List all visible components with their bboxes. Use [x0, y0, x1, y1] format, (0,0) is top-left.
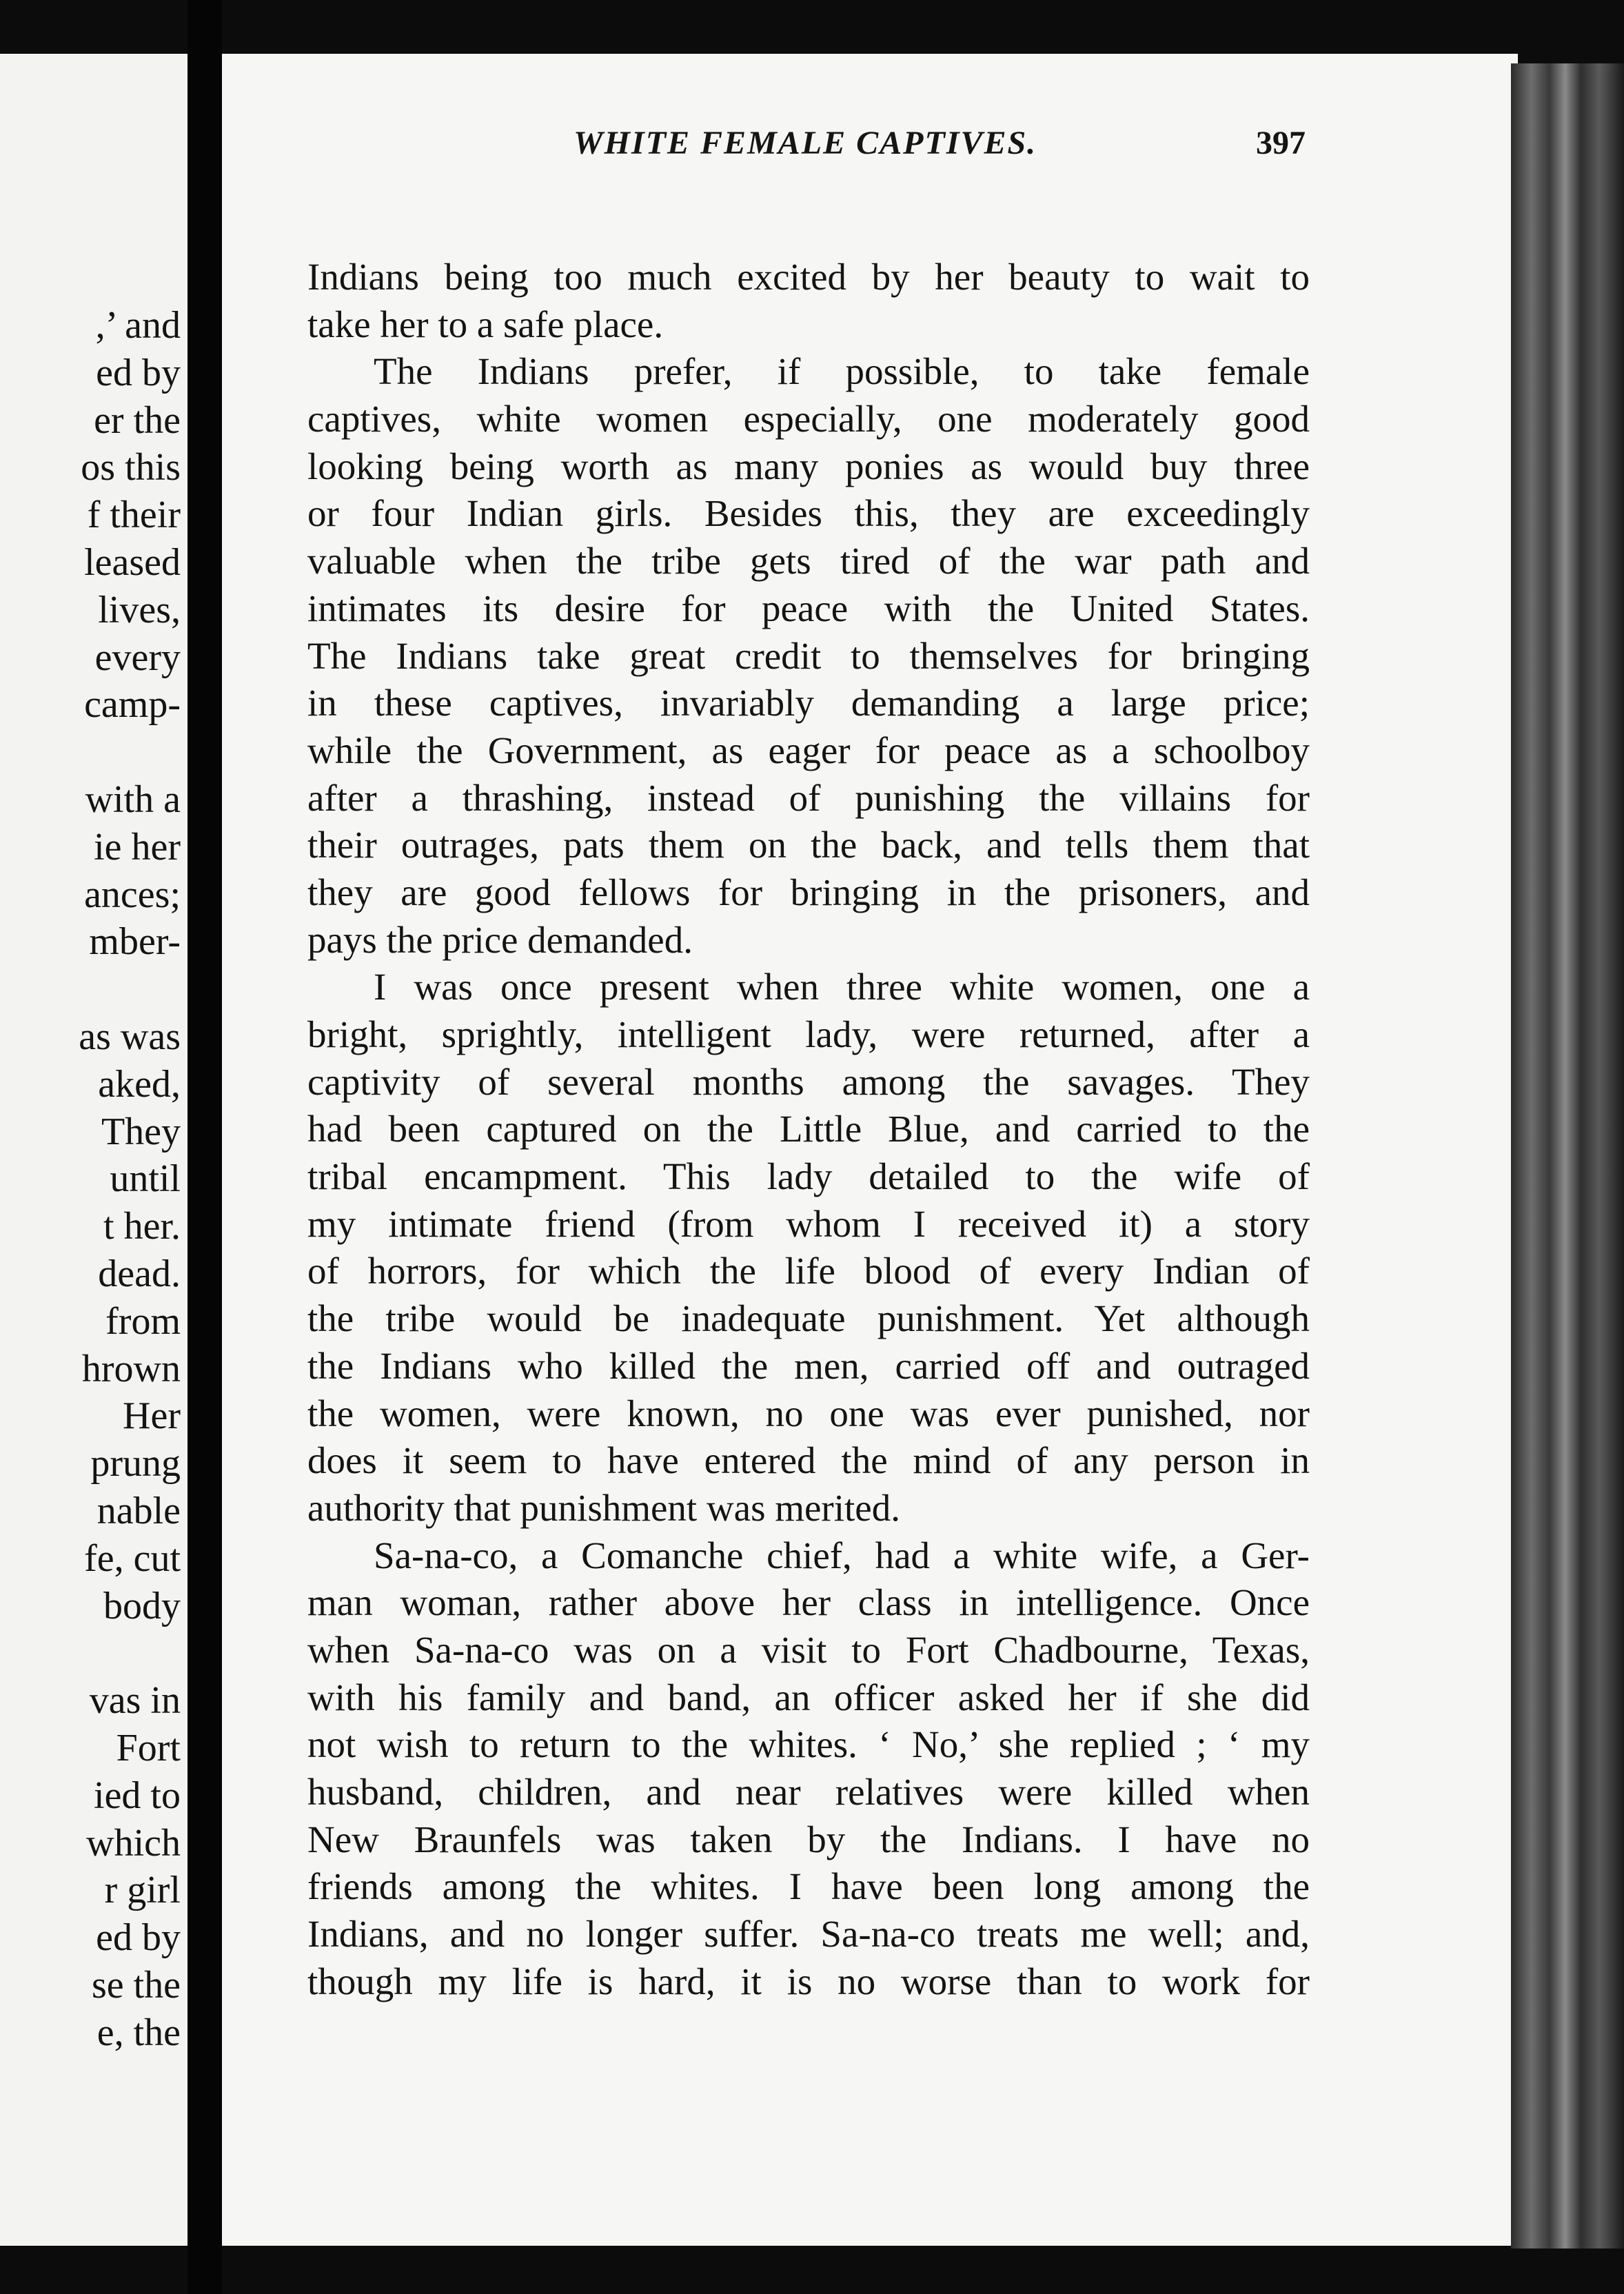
- left-page-line: from: [105, 1299, 181, 1343]
- text-line: bright, sprightly, intelligent lady, were returned, after a: [307, 1013, 1310, 1055]
- text-line: not wish to return to the whites. ‘ No,’ she replied ; ‘ my: [307, 1723, 1310, 1766]
- left-page-line: os this: [81, 446, 181, 489]
- left-page-line: Her: [123, 1394, 181, 1438]
- text-line: the women, were known, no one was ever punished, nor: [307, 1392, 1310, 1434]
- left-page-line: every: [94, 636, 181, 679]
- text-line: valuable when the tribe gets tired of the war path and: [307, 540, 1310, 582]
- left-page-line: prung: [90, 1442, 181, 1485]
- left-page-line: nable: [97, 1490, 181, 1532]
- text-line: or four Indian girls. Besides this, they are exceedingly: [307, 492, 1310, 535]
- left-page-line: camp-: [84, 683, 181, 727]
- left-page-line: ances;: [84, 873, 181, 916]
- text-line: had been captured on the Little Blue, and carried to the: [307, 1108, 1310, 1150]
- left-page-line: e, the: [97, 2011, 181, 2054]
- text-line: when Sa-na-co was on a visit to Fort Chadbourne, Texas,: [307, 1628, 1310, 1671]
- left-page-line: ie her: [94, 825, 181, 869]
- left-page-line: aked,: [98, 1062, 181, 1106]
- left-page-line: until: [110, 1157, 181, 1201]
- body-text: [307, 254, 1310, 2005]
- book-gutter: [187, 0, 222, 2294]
- text-line: they are good fellows for bringing in the prisoners, and: [307, 871, 1310, 913]
- text-line: does it seem to have entered the mind of any person in: [307, 1439, 1310, 1482]
- text-line: the tribe would be inadequate punishment. Yet although: [307, 1297, 1310, 1340]
- page-edge: [1511, 63, 1624, 2249]
- left-page-line: hrown: [81, 1347, 181, 1390]
- left-page-line: body: [103, 1584, 181, 1627]
- text-line: The Indians prefer, if possible, to take female: [374, 350, 1310, 393]
- left-page-line: with a: [85, 778, 181, 821]
- text-line: looking being worth as many ponies as would buy three: [307, 445, 1310, 487]
- left-page-line: r girl: [104, 1869, 181, 1912]
- text-line: though my life is hard, it is no worse than to work for: [307, 1960, 1310, 2002]
- text-line: tribal encampment. This lady detailed to the wife of: [307, 1155, 1310, 1198]
- text-line: my intimate friend (from whom I received it) a story: [307, 1202, 1310, 1245]
- text-line: man woman, rather above her class in intelligence. Once: [307, 1581, 1310, 1624]
- text-line: while the Government, as eager for peace as a schoolboy: [307, 729, 1310, 771]
- left-page-line: ,’ and: [95, 304, 181, 347]
- left-page-line: They: [101, 1110, 181, 1153]
- left-page-line: f their: [87, 494, 181, 537]
- text-line: I was once present when three white women, one a: [374, 966, 1310, 1008]
- text-line: Indians, and no longer suffer. Sa-na-co treats me well; and,: [307, 1913, 1310, 1956]
- text-line: The Indians take great credit to themselves for bringing: [307, 634, 1310, 677]
- text-line: Indians being too much excited by her beauty to wait to: [307, 256, 1310, 298]
- text-line: with his family and band, an officer asked her if she did: [307, 1676, 1310, 1718]
- left-page-line: er the: [94, 398, 181, 442]
- left-page-line: ed by: [96, 351, 181, 394]
- left-page-line: t her.: [103, 1205, 181, 1248]
- text-line: Sa-na-co, a Comanche chief, had a white wife, a Ger-: [374, 1534, 1310, 1576]
- left-page-line: leased: [84, 541, 181, 584]
- running-head: [0, 124, 1516, 172]
- text-line: their outrages, pats them on the back, and tells them that: [307, 824, 1310, 866]
- text-line: intimates its desire for peace with the United States.: [307, 587, 1310, 629]
- left-page: [0, 54, 187, 2246]
- left-page-line: as was: [79, 1015, 181, 1058]
- text-line: New Braunfels was taken by the Indians. I have no: [307, 1818, 1310, 1860]
- left-page-line: dead.: [98, 1252, 181, 1295]
- text-line: captives, white women especially, one moderately good: [307, 398, 1310, 440]
- text-line: the Indians who killed the men, carried off and outraged: [307, 1344, 1310, 1387]
- text-line: in these captives, invariably demanding a large price;: [307, 682, 1310, 724]
- left-page-line: which: [86, 1821, 181, 1865]
- text-line: pays the price demanded.: [307, 918, 693, 961]
- text-line: of horrors, for which the life blood of every Indian of: [307, 1250, 1310, 1292]
- left-page-line: fe, cut: [84, 1536, 181, 1580]
- text-line: take her to a safe place.: [307, 303, 664, 345]
- left-page-line: Fort: [116, 1727, 181, 1769]
- page-number: 397: [1256, 125, 1306, 161]
- left-page-line: vas in: [89, 1679, 181, 1723]
- left-page-line: ed by: [96, 1916, 181, 1960]
- left-page-line: lives,: [98, 588, 181, 631]
- text-line: authority that punishment was merited.: [307, 1486, 900, 1529]
- text-line: after a thrashing, instead of punishing the villains for: [307, 776, 1310, 819]
- left-page-line: mber-: [89, 920, 181, 964]
- left-page-line: ied to: [94, 1774, 181, 1817]
- text-line: captivity of several months among the savages. They: [307, 1060, 1310, 1103]
- text-line: friends among the whites. I have been long among the: [307, 1865, 1310, 1908]
- running-title: WHITE FEMALE CAPTIVES.: [574, 125, 1037, 161]
- left-page-line: se the: [91, 1964, 181, 2007]
- text-line: husband, children, and near relatives were killed when: [307, 1771, 1310, 1813]
